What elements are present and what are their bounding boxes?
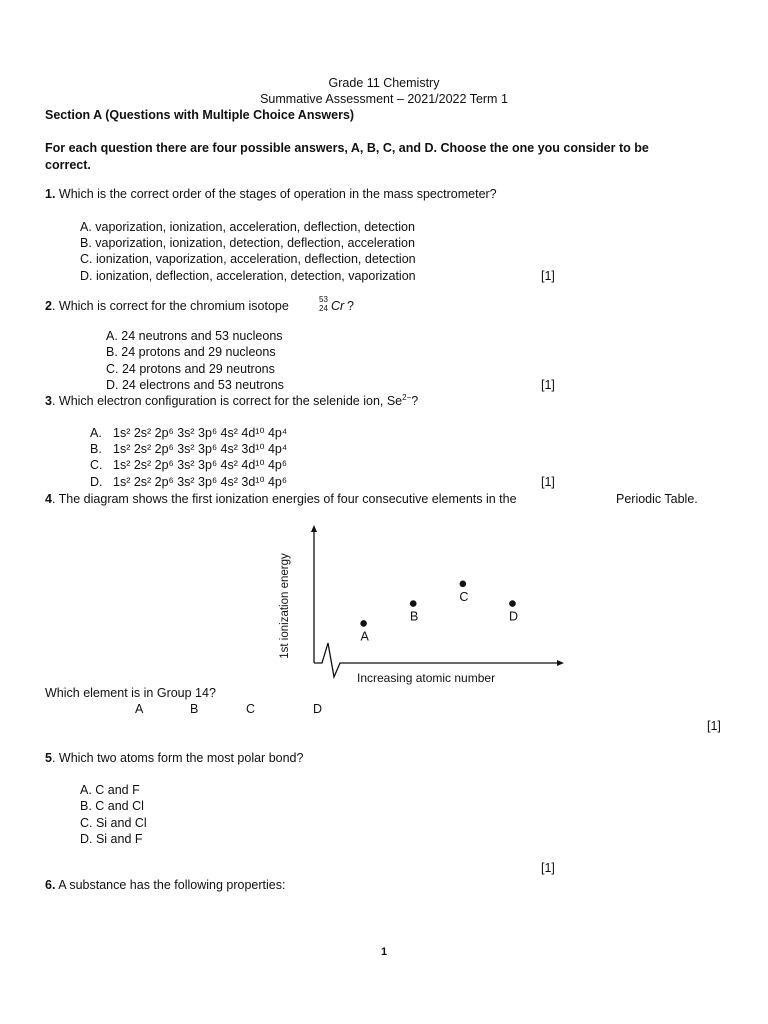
question-text: Which is the correct order of the stages of operation in the mass spectrometer?: [58, 187, 497, 201]
question-number: 5: [45, 751, 52, 765]
data-point-a: [360, 620, 367, 627]
isotope-atomic-number: 24: [319, 304, 328, 313]
option-config: 1s² 2s² 2p⁶ 3s² 3p⁶ 4s² 4d¹⁰ 4p⁶: [113, 458, 287, 472]
question-number: 6.: [45, 878, 56, 892]
q3-option-a: [90, 425, 287, 441]
section-heading: Section A (Questions with Multiple Choice Answers): [45, 108, 355, 122]
q4-answer-b: B: [190, 702, 199, 716]
question-text: . Which is correct for the chromium isotope: [51, 299, 289, 313]
x-axis-arrow: [557, 660, 564, 666]
q5-option-a: A. C and F: [80, 783, 140, 797]
data-points: [360, 581, 518, 644]
q5-option-c: C. Si and Cl: [80, 816, 147, 830]
option-config: 1s² 2s² 2p⁶ 3s² 3p⁶ 4s² 4d¹⁰ 4p⁴: [113, 426, 288, 440]
ion-charge: 2−: [402, 393, 412, 402]
q5-mark: [1]: [541, 861, 555, 875]
q5-option-b: B. C and Cl: [80, 799, 144, 813]
question-number: 2: [45, 299, 52, 313]
q2-option-b: B. 24 protons and 29 nucleons: [106, 345, 276, 359]
instructions-line1: For each question there are four possible answers, A, B, C, and D. Choose the one you consider to be: [45, 141, 649, 155]
question-4: [45, 491, 517, 507]
x-axis-label: Increasing atomic number: [357, 671, 496, 685]
q4-answer-a: A: [135, 702, 144, 716]
y-axis-arrow: [311, 525, 317, 532]
data-label-c: C: [459, 589, 469, 604]
data-label-b: B: [410, 609, 419, 624]
question-text: . Which electron configuration is correct for the selenide ion, Se: [51, 394, 403, 408]
q3-mark: [1]: [541, 475, 555, 489]
question-2: [45, 298, 289, 314]
instructions-line2: correct.: [45, 158, 91, 172]
doc-subtitle: Summative Assessment – 2021/2022 Term 1: [260, 92, 508, 106]
q2-option-d: D. 24 electrons and 53 neutrons: [106, 378, 284, 392]
question-mark: ?: [411, 394, 419, 408]
q5-option-d: D. Si and F: [80, 832, 143, 846]
q3-option-c: [90, 457, 287, 473]
data-point-d: [509, 600, 516, 607]
option-config: 1s² 2s² 2p⁶ 3s² 3p⁶ 4s² 3d¹⁰ 4p⁴: [113, 442, 288, 456]
question-4-text-end: Periodic Table.: [616, 492, 698, 506]
option-letter: D.: [90, 475, 103, 489]
q1-mark: [1]: [541, 269, 555, 283]
axis-break: [314, 643, 344, 677]
doc-title: Grade 11 Chemistry: [328, 76, 440, 90]
q1-option-b: B. vaporization, ionization, detection, deflection, acceleration: [80, 236, 415, 250]
question-number: 3: [45, 394, 52, 408]
y-axis-label: 1st ionization energy: [279, 553, 291, 659]
question-mark: ?: [347, 299, 354, 313]
q4-mark: [1]: [707, 719, 721, 733]
q4-answer-d: D: [313, 702, 323, 716]
q2-mark: [1]: [541, 378, 555, 392]
question-1: [45, 186, 497, 202]
question-number: 1.: [45, 187, 56, 201]
q1-option-c: C. ionization, vaporization, acceleration, deflection, detection: [80, 252, 416, 266]
data-label-a: A: [360, 629, 369, 644]
q1-option-a: A. vaporization, ionization, acceleration, deflection, detection: [80, 220, 415, 234]
isotope-symbol: Cr: [331, 299, 345, 313]
option-config: 1s² 2s² 2p⁶ 3s² 3p⁶ 4s² 3d¹⁰ 4p⁶: [113, 475, 287, 489]
question-text: A substance has the following properties:: [58, 878, 286, 892]
question-3: [45, 393, 418, 409]
option-letter: C.: [90, 458, 103, 472]
data-point-b: [410, 600, 417, 607]
q3-option-d: [90, 474, 287, 490]
option-letter: B.: [90, 442, 102, 456]
data-label-d: D: [508, 609, 518, 624]
option-letter: A.: [90, 426, 102, 440]
page-number: 1: [380, 946, 388, 958]
q4-answer-c: C: [246, 702, 256, 716]
isotope-mass-number: 53: [319, 295, 328, 304]
question-number: 4: [45, 492, 52, 506]
question-text: . Which two atoms form the most polar bond?: [51, 751, 304, 765]
question-4-prompt: Which element is in Group 14?: [45, 686, 216, 700]
chart-svg: [268, 517, 578, 692]
ionization-energy-chart: [268, 517, 578, 692]
q2-option-c: C. 24 protons and 29 neutrons: [106, 362, 275, 376]
q1-option-d: D. ionization, deflection, acceleration, detection, vaporization: [80, 269, 416, 283]
data-point-c: [460, 581, 467, 588]
q2-option-a: A. 24 neutrons and 53 nucleons: [106, 329, 283, 343]
question-6: [45, 877, 285, 893]
q3-option-b: [90, 441, 287, 457]
question-5: [45, 750, 303, 766]
question-text: . The diagram shows the first ionization energies of four consecutive elements in the: [51, 492, 517, 506]
